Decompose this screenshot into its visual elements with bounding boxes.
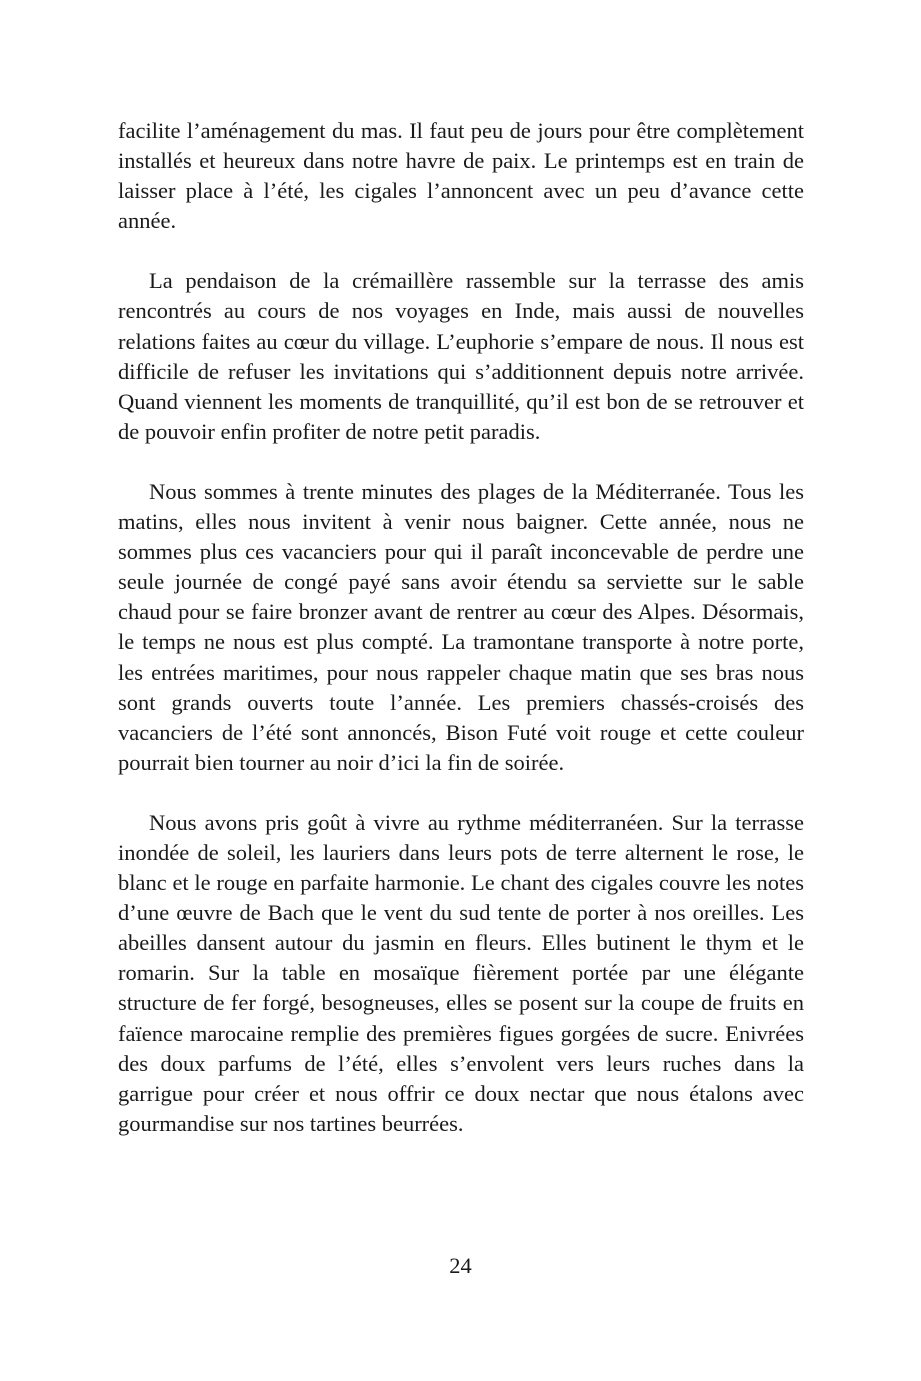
paragraph-1: facilite l’aménagement du mas. Il faut peu de jours pour être complètement installés et heureux dans notre havre de paix. Le printemps est en train de laisser place à l’été, les cigales l’annoncent avec un peu d’avance cette année. — [118, 118, 804, 234]
paragraph-4: Nous avons pris goût à vivre au rythme méditerranéen. Sur la terrasse inondée de soleil, les lauriers dans leurs pots de terre alternent le rose, le blanc et le rouge en parfaite harmonie. Le chant des cigales couvre les notes d’une œuvre de Bach que le vent du sud tente de porter à nos oreilles. Les abeilles dansent autour du jasmin en fleurs. Elles butinent le thym et le romarin. Sur la table en mosaïque fièrement portée par une élégante structure de fer forgé, besogneuses, elles se posent sur la coupe de fruits en faïence marocaine remplie des premières figues gorgées de sucre. Enivrées des doux parfums de l’été, elles s’envolent vers leurs ruches dans la garrigue pour créer et nous offrir ce doux nectar que nous étalons avec gourmandise sur nos tartines beurrées. — [118, 809, 804, 1136]
page-number: 24 — [449, 1253, 472, 1278]
body-text — [118, 116, 804, 1169]
paragraph-3: Nous sommes à trente minutes des plages de la Méditerranée. Tous les matins, elles nous invitent à venir nous baigner. Cette année, nous ne sommes plus ces vacanciers pour qui il paraît inconcevable de perdre une seule journée de congé payé sans avoir étendu sa serviette sur le sable chaud pour se faire bronzer avant de rentrer au cœur des Alpes. Désormais, le temps ne nous est plus compté. La tramontane transporte à notre porte, les entrées maritimes, pour nous rappeler chaque matin que ses bras nous sont grands ouverts toute l’année. Les premiers chassés-croisés des vacanciers de l’été sont annoncés, Bison Futé voit rouge et cette couleur pourrait bien tourner au noir d’ici la fin de soirée. — [118, 478, 804, 775]
paragraph-2: La pendaison de la crémaillère rassemble sur la terrasse des amis rencontrés au cours de nos voyages en Inde, mais aussi de nouvelles relations faites au cœur du village. L’euphorie s’empare de nous. Il nous est difficile de refuser les invitations qui s’additionnent depuis notre arrivée. Quand viennent les moments de tranquillité, qu’il est bon de se retrouver et de pouvoir enfin profiter de notre petit paradis. — [118, 268, 804, 444]
